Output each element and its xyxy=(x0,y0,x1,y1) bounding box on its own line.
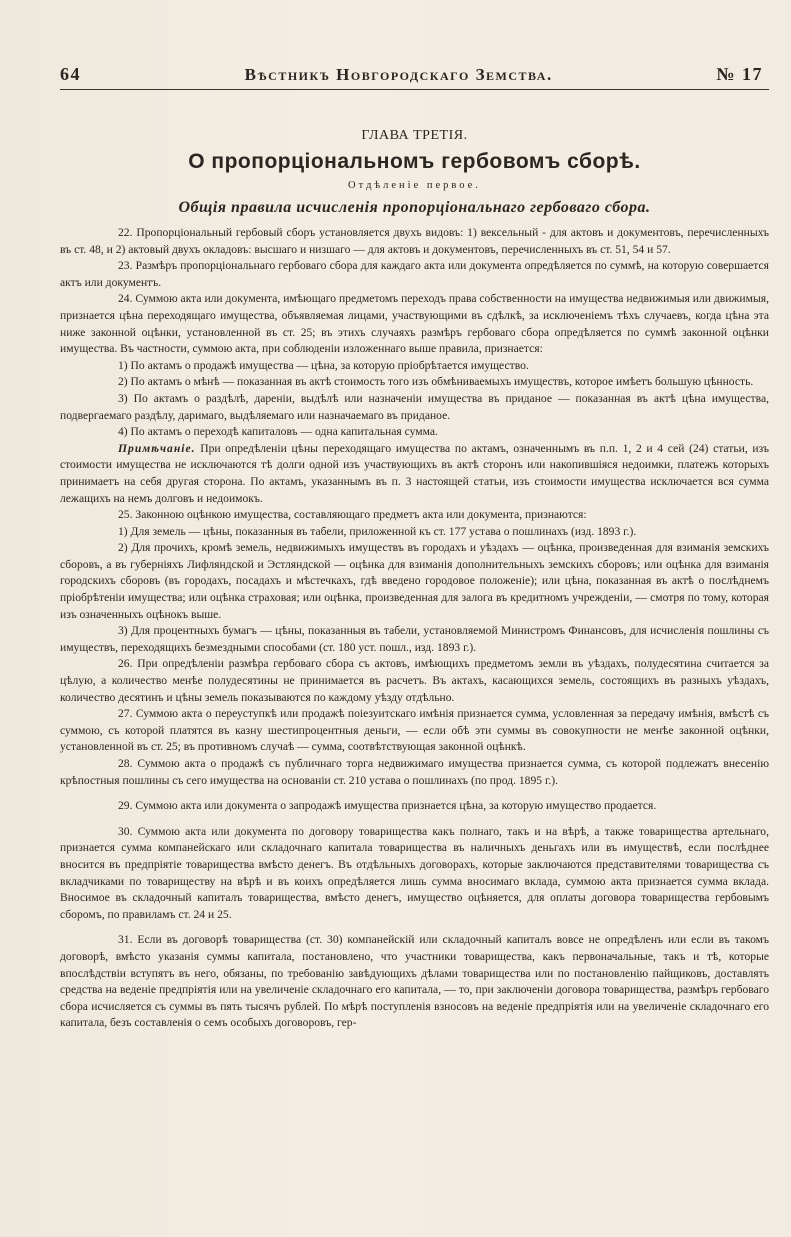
chapter-title: ГЛАВА ТРЕТІЯ. xyxy=(361,128,468,143)
paragraph: 26. При опредѣленіи размѣра гербоваго сбора съ актовъ, имѣющихъ предметомъ земли въ уѣздахъ, полудесятина считается за цѣлую, а количество менѣе полудесятины не принимается въ расчетъ. Въ актахъ, касающихся земель, состоящихъ въ разныхъ уѣздахъ, количество десятинъ и цѣны земель показываются по каждому уѣзду отдѣльно. xyxy=(60,657,769,704)
subheading: Общія правила исчисленія пропорціональнаго гербоваго сбора. xyxy=(178,199,651,216)
paragraph: 29. Суммою акта или документа о запродажѣ имущества признается цѣна, за которую имущество продается. xyxy=(118,799,657,813)
paragraph: 23. Размѣръ пропорціональнаго гербоваго сбора для каждаго акта или документа опредѣляется по суммѣ, на которую совершается актъ или документъ. xyxy=(60,259,769,289)
journal-title: Вѣстникъ Новгородскаго Земства. xyxy=(244,65,553,84)
paragraph: 4) По актамъ о переходѣ капиталовъ — одна капитальная сумма. xyxy=(118,425,438,439)
paragraph: 2) Для прочихъ, кромѣ земель, недвижимыхъ имуществъ въ городахъ и уѣздахъ — оцѣнка, произведенная для взиманія земскихъ сборовъ, а въ губерніяхъ Лифляндской и Эстляндской — оцѣнка для взиманія дополнительныхъ земскихъ сборовъ; или оцѣнка для взиманія городскихъ сборовъ (въ городахъ, посадахъ и мѣстечкахъ, гдѣ введено городовое положеніе); или цѣна, показанная въ актѣ о послѣднемъ пріобрѣтеніи имущества; или оцѣнка страховая; или оцѣнка, произведенная для залога въ кредитномъ учрежденіи, — смотря по тому, которая изъ означенныхъ оцѣнокъ выше. xyxy=(60,541,769,621)
note-label: Примѣчаніе. xyxy=(118,441,196,455)
running-header xyxy=(60,64,769,90)
paragraph: 1) Для земель — цѣны, показанныя въ табели, приложенной къ ст. 177 устава о пошлинахъ (изд. 1893 г.). xyxy=(118,524,637,538)
paragraph: 3) Для процентныхъ бумагъ — цѣны, показанныя въ табели, установляемой Министромъ Финансовъ, для исчисленія пошлины съ имуществъ, переходящихъ безмездными способами (ст. 180 уст. пошл., изд. 1893 г.). xyxy=(60,624,769,654)
body-text xyxy=(60,225,769,1032)
division-title: Отдѣленіе первое. xyxy=(348,180,481,191)
paragraph: 24. Суммою акта или документа, имѣющаго предметомъ переходъ права собственности на имущества недвижимыя или движимыя, признается цѣна переходящаго имущества, объявляемая лицами, участвующими въ сдѣлкѣ, за исключеніемъ тѣхъ случаевъ, когда цѣна эта ниже законной оцѣнки, установленной въ ст. 25; въ этихъ случаяхъ размѣръ гербоваго сбора опредѣляется по суммѣ законной оцѣнки имущества. Въ частности, суммою акта, при соблюденіи изложеннаго выше правила, признается: xyxy=(60,292,769,356)
note-text: При опредѣленіи цѣны переходящаго имущества по актамъ, означеннымъ въ п.п. 1, 2 и 4 сей (24) статьи, изъ стоимости имущества не исключаются тѣ долги одной изъ участвующихъ въ актѣ сторонъ или накопившіяся недоимки, платежъ которыхъ принимаетъ на себя другая сторона. По актамъ, указаннымъ въ п. 3 настоящей статьи, изъ стоимости имущества исключается вся сумма лежащихъ на немъ долговъ и недоимокъ. xyxy=(60,441,769,505)
paragraph: 22. Пропорціональный гербовый сборъ установляется двухъ видовъ: 1) вексельный - для актовъ и документовъ, перечисленныхъ въ ст. 48, и 2) актовый двухъ окладовъ: высшаго и низшаго — для актовъ и документовъ, перечисленныхъ въ ст. 51, 54 и 57. xyxy=(60,226,769,256)
note-paragraph xyxy=(60,441,769,507)
paragraph: 3) По актамъ о раздѣлѣ, дареніи, выдѣлѣ или назначеніи имущества въ приданое — показанная въ актѣ цѣна имущества, подвергаемаго раздѣлу, даримаго, выдѣляемаго или назначаемаго въ приданое. xyxy=(60,391,769,422)
paragraph: 31. Если въ договорѣ товарищества (ст. 30) компанейскій или складочный капиталъ вовсе не опредѣленъ или если въ такомъ договорѣ, вмѣсто указанія суммы капитала, постановлено, что участники товарищества, какъ первоначальные, такъ и тѣ, которые впослѣдствіи вступятъ въ него, обязаны, по требованію завѣдующихъ дѣлами товарищества или по постановленію пайщиковъ, доставлять средства на веденіе предпріятія или на увеличеніе складочнаго его капитала, — то, при заключеніи договора товарищества, размѣръ гербоваго сбора исчисляется съ суммы въ пять тысячъ рублей. По мѣрѣ поступленія взносовъ на веденіе предпріятія или на увеличеніе складочнаго его капитала, безъ составленія о семъ особыхъ договоровъ, гер- xyxy=(60,933,769,1030)
paragraph: 27. Суммою акта о переуступкѣ или продажѣ поіезуитскаго имѣнія признается сумма, условленная за передачу имѣнія, вмѣстѣ съ суммою, съ которой платятся въ казну шестипроцентныя деньги, — если обѣ эти суммы въ совокупности не менѣе законной оцѣнки, установленной въ ст. 25; въ противномъ случаѣ — сумма, соотвѣтствующая законной оцѣнкѣ. xyxy=(60,707,769,754)
page-number: 64 xyxy=(60,64,81,84)
paragraph: 30. Суммою акта или документа по договору товарищества какъ полнаго, такъ и на вѣрѣ, а также товарищества артельнаго, признается сумма компанейскаго или складочнаго капитала товарищества въ наличныхъ деньгахъ или въ имуществѣ, если послѣднее вносится въ предпріятіе товарищества вмѣсто денегъ. Въ отдѣльныхъ договорахъ, которые заключаются представителями товарищества съ вкладчиками по товариществу на вѣрѣ и въ коихъ опредѣляется лишь сумма вносимаго вклада, суммою акта признается сумма вклада. Вносимое въ складочный капиталъ товарищества, вмѣсто денегъ, имущество оцѣняется, для оплаты договора товарищества гербовымъ сборомъ, по правиламъ ст. 24 и 25. xyxy=(60,824,769,921)
issue-number: № 17 xyxy=(716,64,763,84)
paragraph: 28. Суммою акта о продажѣ съ публичнаго торга недвижимаго имущества признается сумма, съ которой подлежатъ внесенію крѣпостныя пошлины съ сего имущества на основаніи ст. 210 устава о пошлинахъ (по прод. 1895 г.). xyxy=(60,757,769,787)
paragraph: 25. Законною оцѣнкою имущества, составляющаго предметъ акта или документа, признаются: xyxy=(118,508,587,522)
paragraph: 2) По актамъ о мѣнѣ — показанная въ актѣ стоимость того изъ обмѣниваемыхъ имуществъ, которое имѣетъ большую цѣнность. xyxy=(118,375,754,389)
section-heading: О пропорціональномъ гербовомъ сборѣ. xyxy=(188,150,641,173)
paragraph: 1) По актамъ о продажѣ имущества — цѣна, за которую пріобрѣтается имущество. xyxy=(118,358,529,372)
